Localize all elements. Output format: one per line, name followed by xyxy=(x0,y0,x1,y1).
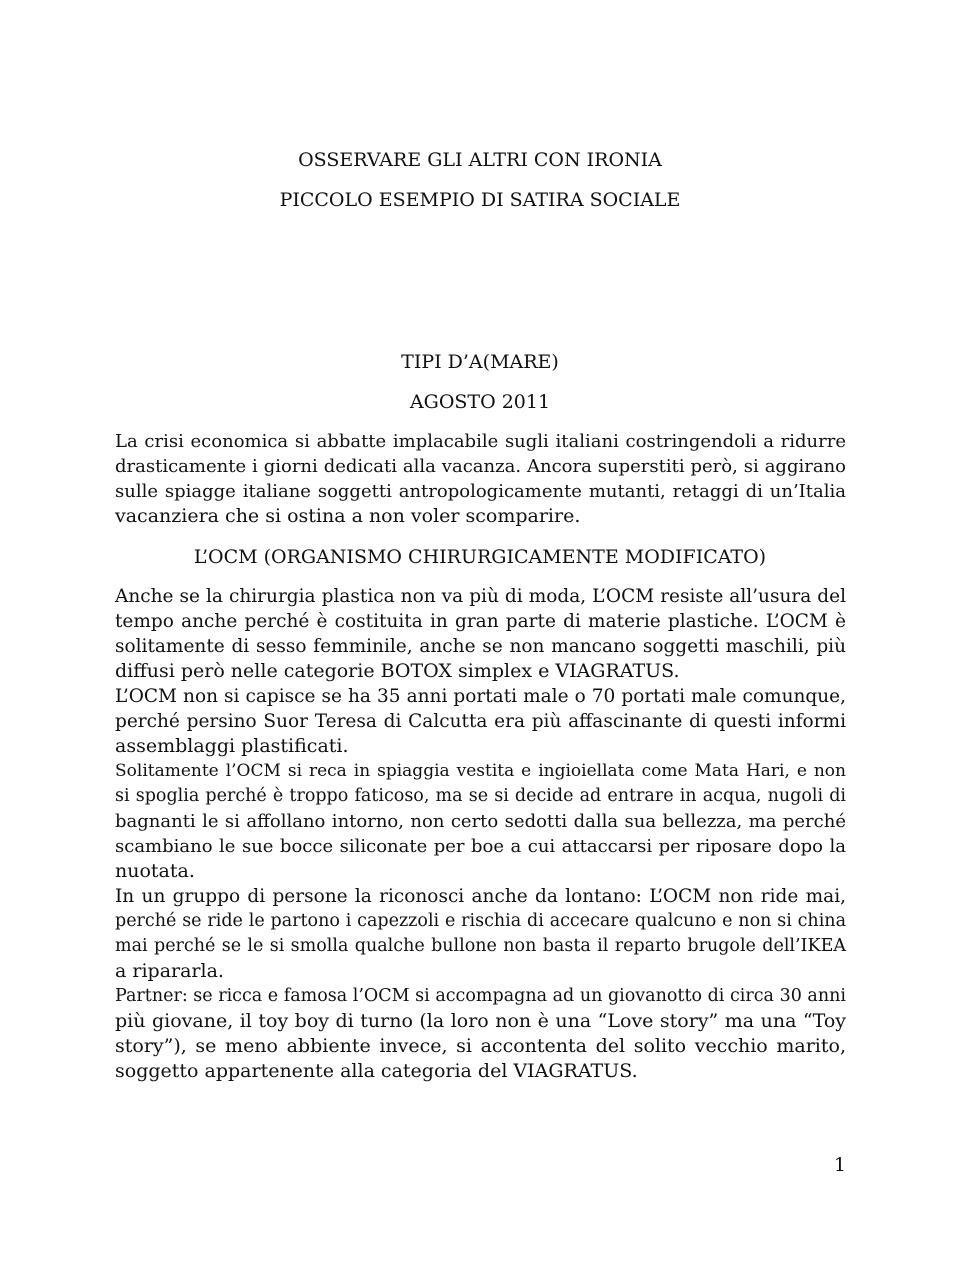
text-line: Anche se la chirurgia plastica non va più di moda, L’OCM resiste all’usura del xyxy=(115,586,846,607)
body-paragraph xyxy=(115,584,846,1084)
text-line: solitamente di sesso femminile, anche se non mancano soggetti maschili, più xyxy=(115,636,846,657)
text-line: sulle spiagge italiane soggetti antropologicamente mutanti, retaggi di un’Italia xyxy=(115,481,846,502)
section-date: AGOSTO 2011 xyxy=(409,391,551,413)
text-line: story”), se meno abbiente invece, si accontenta del solito vecchio marito, xyxy=(115,1035,846,1057)
document-title: OSSERVARE GLI ALTRI CON IRONIA xyxy=(298,149,662,171)
text-line: a ripararla. xyxy=(115,960,224,982)
text-line: vacanziera che si ostina a non voler scomparire. xyxy=(115,505,581,527)
text-line: assemblaggi plastificati. xyxy=(115,735,349,757)
text-line: Solitamente l’OCM si reca in spiaggia vestita e ingioiellata come Mata Hari, e non xyxy=(115,761,846,781)
text-line: bagnanti le si affollano intorno, non certo sedotti dalla sua bellezza, ma perché xyxy=(115,811,846,832)
text-line: In un gruppo di persone la riconosci anche da lontano: L’OCM non ride mai, xyxy=(115,886,846,907)
text-line: nuotata. xyxy=(115,860,195,882)
text-line: si spoglia perché è troppo faticoso, ma se si decide ad entrare in acqua, nugoli di xyxy=(115,786,846,806)
text-line: La crisi economica si abbatte implacabile sugli italiani costringendoli a ridurre xyxy=(115,431,846,452)
text-line: più giovane, il toy boy di turno (la loro non è una “Love story” ma una “Toy xyxy=(115,1010,846,1032)
text-line: soggetto appartenente alla categoria del VIAGRATUS. xyxy=(115,1060,638,1082)
text-line: scambiano le sue bocce siliconate per boe a cui attaccarsi per riposare dopo la xyxy=(115,836,846,857)
text-line: drasticamente i giorni dedicati alla vacanza. Ancora superstiti però, si aggirano xyxy=(115,456,846,477)
text-line: mai perché se le si smolla qualche bullone non basta il reparto brugole dell’IKEA xyxy=(115,936,846,956)
text-line: diffusi però nelle categorie BOTOX simplex e VIAGRATUS. xyxy=(115,660,680,682)
text-line: Partner: se ricca e famosa l’OCM si accompagna ad un giovanotto di circa 30 anni xyxy=(115,986,846,1006)
subsection-title: L’OCM (ORGANISMO CHIRURGICAMENTE MODIFICATO) xyxy=(193,546,767,568)
text-line: L’OCM non si capisce se ha 35 anni portati male o 70 portati male comunque, xyxy=(115,686,846,707)
text-line: tempo anche perché è costituita in gran parte di materie plastiche. L’OCM è xyxy=(115,611,846,632)
text-line: perché se ride le partono i capezzoli e rischia di accecare qualcuno e non si china xyxy=(115,911,846,931)
text-line: perché persino Suor Teresa di Calcutta era più affascinante di questi informi xyxy=(115,711,846,732)
intro-paragraph xyxy=(115,429,846,529)
page-number: 1 xyxy=(833,1154,846,1176)
section-title: TIPI D’A(MARE) xyxy=(401,351,559,373)
document-subtitle: PICCOLO ESEMPIO DI SATIRA SOCIALE xyxy=(279,189,681,211)
